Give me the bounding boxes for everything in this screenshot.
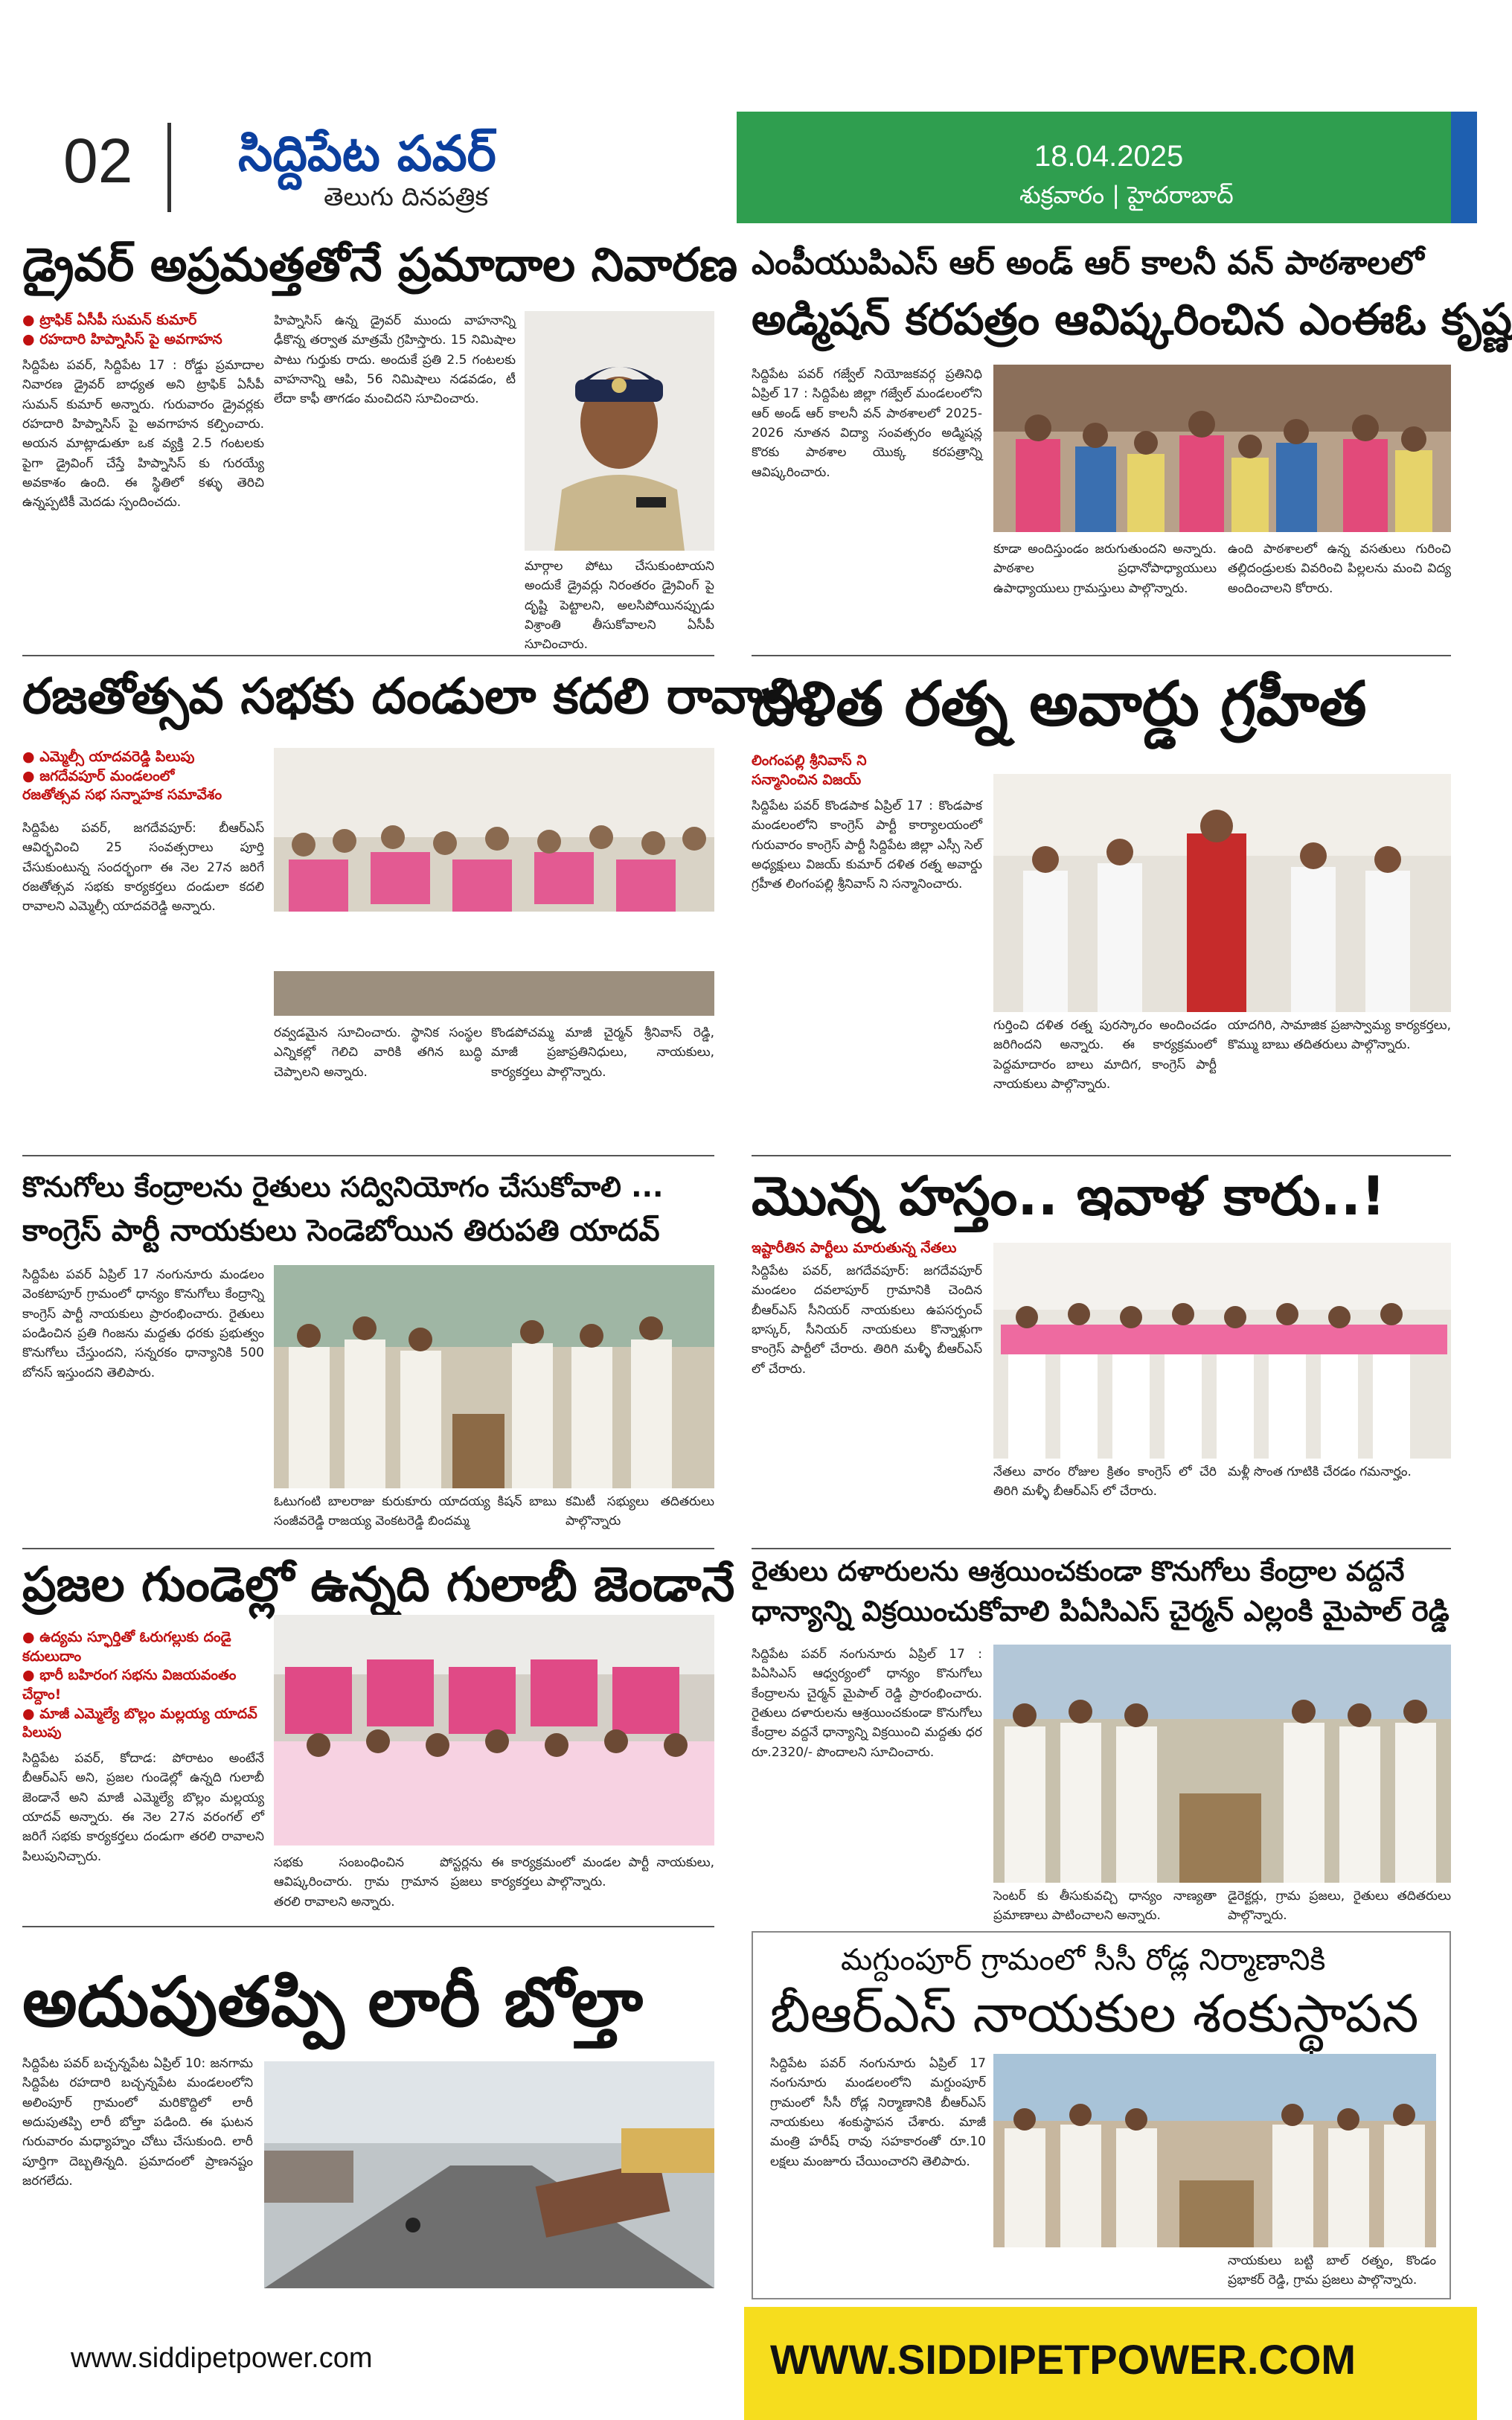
bullets-rajatotsava: ● ఎమ్మెల్సీ యాదవరెడ్డి పిలుపు ● జగదేవపూర్ మండలంలో రజతోత్సవ సభ సన్నాహక సమావేశం <box>22 749 222 804</box>
body-dalarulu-col2: సెంటర్ కు తీసుకువచ్చి ధాన్యం నాణ్యతా ప్రమాణాలు పాటించాలని అన్నారు. <box>993 1889 1217 1924</box>
body-driver-col1: సిద్దిపేట పవర్, సిద్దిపేట 17 : రోడ్డు ప్రమాదాల నివారణ డ్రైవర్ బాధ్యత అని ట్రాఫిక్ ఏసీపీ సుమన్ కుమార్ అన్నారు. గురువారం డ్రైవర్లకు రహదారి హిప్నాసిస్ పై అవగాహన కల్పించారు. అయన మాట్లాడుతూ ఒక వ్యక్తి 2.5 గంటలకు పైగా డ్రైవింగ్ చేస్తే హిప్నాసిస్ కు గురయ్యే అవకాశం ఉంది. ఈ స్థితిలో కళ్ళు తెరిచి ఉన్నప్పటికీ మెదడు స్పందించదు. <box>22 358 264 510</box>
bullets-gulabi: ● ఉద్యమ స్ఫూర్తితో ఓరుగల్లుకు దండై కదులుదాం ● భారీ బహిరంగ సభను విజయవంతం చేద్దాం! ● మాజీ ఎమ్మెల్యే బొల్లం మల్లయ్య యాదవ్ పిలుపు <box>22 1629 257 1741</box>
bullet-dalitha-2: సన్మానించిన విజయ్ <box>752 771 862 788</box>
mona-group-illustration <box>993 1243 1451 1459</box>
body-konugolu-col2: ఓటుగంటి బాలరాజు కురుకూరు యాదయ్య కిషన్ బాబు సంజీవరెడ్డి రాజయ్య వెంకటరెడ్డి బిందమ్మ <box>274 1494 557 1529</box>
divider <box>752 655 1451 656</box>
bullet-driver-1: ట్రాఫిక్ ఏసీపీ సుమన్ కుమార్ <box>39 312 197 328</box>
body-gulabi-col1: సిద్దిపేట పవర్, కోదాడ: పోరాటం అంటేనే బీఆర్ఎస్ అని, ప్రజల గుండెల్లో ఉన్నది గులాబీ జెండానే అని మాజీ ఎమ్మెల్యే బొల్లం మల్లయ్య యాదవ్ అన్నారు. ఈ నెల 27న వరంగల్ లో జరిగే సభకు కార్యకర్తలు దండుగా తరలి రావాలని పిలుపునిచ్చారు. <box>22 1751 264 1864</box>
headline-dalitha: దళిత రత్న అవార్డు గ్రహీత <box>752 669 1367 740</box>
masthead-divider <box>167 123 171 212</box>
divider <box>752 1548 1451 1549</box>
headline-mpps-2: అడ్మిషన్ కరపత్రం ఆవిష్కరించిన ఎంఈఓ కృష్ణ <box>752 294 1512 345</box>
photo-lorry-accident <box>264 2061 714 2288</box>
divider <box>752 1155 1451 1156</box>
body-rajatotsava-col3: కొండపోచమ్మ మాజీ చైర్మన్ శ్రీనివాస్ రెడ్డి, మాజీ ప్రజాప్రతినిధులు, నాయకులు, కార్యకర్తలు పాల్గొన్నారు. <box>491 1025 714 1080</box>
headline-mpps-1: ఎంపీయుపిఎస్ ఆర్ అండ్ ఆర్ కాలనీ వన్ పాఠశాలలో <box>752 244 1424 282</box>
gulabi-posters-illustration <box>274 1615 714 1846</box>
divider <box>22 655 714 656</box>
body-konugolu-col1: సిద్దిపేట పవర్ ఏప్రిల్ 17 నంగునూరు మండలం వెంకటాపూర్ గ్రామంలో ధాన్యం కొనుగోలు కేంద్రాన్ని కాంగ్రెస్ పార్టీ నాయకులు ప్రారంభించారు. రైతులు పండించిన ప్రతి గింజను మద్దతు ధరకు ప్రభుత్వం కొనుగోలు చేస్తుందని, సన్నరకం ధాన్యానికి 500 బోనస్ ఇస్తుందని తెలిపారు. <box>22 1267 264 1380</box>
headline-konugolu-2: కాంగ్రెస్ పార్టీ నాయకులు సెండెబోయిన తిరుపతి యాదవ్ <box>22 1214 660 1248</box>
body-mona-col2: నేతలు వారం రోజుల క్రితం కాంగ్రెస్ లో చేరి తిరిగి మళ్ళీ బీఆర్ఎస్ లో చేరారు. <box>993 1465 1217 1499</box>
body-mona-col1: సిద్దిపేట పవర్, జగదేవపూర్: జగదేవపూర్ మండలం దవలాపూర్ గ్రామానికి చెందిన బీఆర్ఎస్ సీనియర్ నాయకులు ఉపసర్పంచ్ భాస్కర్, సీనియర్ నాయకులు కొన్నాళ్లుగా కాంగ్రెస్ పార్టీలో చేరారు. తిరిగి మళ్ళీ బీఆర్ఎస్ లో చేరారు. <box>752 1264 982 1377</box>
page-number: 02 <box>63 126 133 196</box>
headline-rajatotsava: రజతోత్సవ సభకు దండులా కదలి రావాలి <box>22 668 799 725</box>
photo-acp-portrait <box>525 311 714 551</box>
body-ccroad-col1: సిద్దిపేట పవర్ నంగునూరు ఏప్రిల్ 17 నంగునూరు మండలంలోని మగ్దుంపూర్ గ్రామంలో సీసీ రోడ్ల నిర్మాణానికి బీఆర్ఎస్ నాయకులు శంకుస్థాపన చేశారు. మాజీ మంత్రి హరీష్ రావు సహకారంతో రూ.10 లక్షలు మంజూరు చేయించారని తెలిపారు. <box>770 2056 986 2169</box>
divider <box>22 1926 714 1927</box>
body-gulabi-col2: సభకు సంబంధించిన పోస్టర్లను ఆవిష్కరించారు. గ్రామ గ్రామాన ప్రజలు తరలి రావాలని అన్నారు. <box>274 1855 482 1910</box>
mpps-group-illustration <box>993 365 1451 532</box>
bullet-gulabi-2: భారీ బహిరంగ సభను విజయవంతం చేద్దాం! <box>22 1667 237 1703</box>
headline-ccroad-2: బీఆర్ఎస్ నాయకుల శంకుస్థాపన <box>770 1983 1419 2044</box>
photo-mona-joining <box>993 1243 1451 1459</box>
headline-dalarulu-1: రైతులు దళారులను ఆశ్రయించకుండా కొనుగోలు కేంద్రాల వద్దనే <box>752 1555 1405 1587</box>
body-dalarulu-col3: డైరెక్టర్లు, గ్రామ ప్రజలు, రైతులు తదితరులు పాల్గొన్నారు. <box>1228 1889 1451 1924</box>
bullets-dalitha <box>752 752 967 790</box>
paper-tagline: తెలుగు దినపత్రిక <box>324 182 489 212</box>
body-gulabi-col3: ఈ కార్యక్రమంలో మండల పార్టీ నాయకులు, కార్యకర్తలు పాల్గొన్నారు. <box>491 1855 714 1890</box>
photo-rajatotsava-meeting <box>274 748 714 1016</box>
lorry-accident-illustration <box>264 2061 714 2288</box>
paper-logo: సిద్దిపేట పవర్ <box>238 125 496 182</box>
body-mona-col3: మళ్లీ సొంత గూటికి చేరడం గమనార్హం. <box>1228 1465 1412 1479</box>
headline-mona: మొన్న హస్తం.. ఇవాళ కారు..! <box>752 1165 1386 1227</box>
body-mpps-col2: కూడా అందిస్తుండం జరుగుతుందని అన్నారు. పాఠశాల ప్రధానోపాధ్యాయులు ఉపాధ్యాయులు గ్రామస్తులు పాల్గొన్నారు. <box>993 542 1217 596</box>
bullets-mona <box>752 1239 990 1258</box>
body-dalitha-col1: సిద్దిపేట పవర్ కొండపాక ఏప్రిల్ 17 : కొండపాక మండలంలోని కాంగ్రెస్ పార్టీ కార్యాలయంలో గురువారం కాంగ్రెస్ పార్టీ సిద్దిపేట జిల్లా ఎస్సీ సెల్ అధ్యక్షులు విజయ్ కుమార్ దళిత రత్న అవార్డు గ్రహీత లింగంపల్లి శ్రీనివాస్ ని సన్మానించారు. <box>752 798 982 892</box>
headline-konugolu-1: కొనుగోలు కేంద్రాలను రైతులు సద్వినియోగం చేసుకోవాలి ... <box>22 1171 664 1203</box>
footer-url-small[interactable]: www.siddipetpower.com <box>71 2343 373 2374</box>
body-rajatotsava-col1: సిద్దిపేట పవర్, జగదేవపూర్: బీఆర్ఎస్ ఆవిర్భవించి 25 సంవత్సరాలు పూర్తి చేసుకుంటున్న సందర్భంగా ఈ నెల 27న జరిగే రజతోత్సవ సభకు కార్యకర్తలు దండులా కదలి రావాలని ఎమ్మెల్సీ యాదవరెడ్డి అన్నారు. <box>22 821 264 915</box>
photo-mpps-pamphlet <box>993 365 1451 532</box>
bullet-gulabi-1: ఉద్యమ స్ఫూర్తితో ఓరుగల్లుకు దండై కదులుదాం <box>22 1629 231 1665</box>
body-rajatotsava-col2: రవ్వడమైన సూచించారు. స్థానిక సంస్థల ఎన్నికల్లో గెలిచి వారికి తగిన బుద్ధి చెప్పాలని అన్నారు. <box>274 1025 482 1080</box>
photo-dalarulu-centre <box>993 1645 1451 1883</box>
headline-dalarulu-2: ధాన్యాన్ని విక్రయించుకోవాలి పిఏసిఎస్ చైర్మన్ ఎల్లంకి మైపాల్ రెడ్డి <box>752 1595 1449 1627</box>
body-driver-col2: హిప్నాసిస్ ఉన్న డ్రైవర్ ముందు వాహనాన్ని ఢీకొన్న తర్వాత మాత్రమే గ్రహిస్తారు. 15 నిమిషాల పాటు గుర్తుకు రాదు. అందుకే ప్రతి 2.5 గంటలకు వాహనాన్ని ఆపి, 56 నిమిషాలు నడవడం, టీ లేదా కాఫీ తాగడం మంచిదని సూచించారు. <box>274 313 516 407</box>
bullet-rajatotsava-1: ఎమ్మెల్సీ యాదవరెడ్డి పిలుపు <box>39 749 195 765</box>
bullet-mona-1: ఇష్టారీతిన పార్టీలు మారుతున్న నేతలు <box>752 1240 957 1256</box>
konugolu-group-illustration <box>274 1265 714 1488</box>
divider <box>22 1548 714 1549</box>
bullet-rajatotsava-2: జగదేవపూర్ మండలంలో <box>39 767 175 784</box>
body-lorry: సిద్దిపేట పవర్ బచ్చన్నపేట ఏప్రిల్ 10: జనగామ సిద్దిపేట రహదారి బచ్చన్నపేట మండలంలోని అలింపూర్ గ్రామంలో మరికొద్దిలో లారీ అదుపుతప్పి లారీ బోల్తా పడింది. ఈ ఘటన గురువారం మధ్యాహ్నం చోటు చేసుకుంది. లారీ పూర్తిగా దెబ్బతిన్నది. ప్రమాదంలో ప్రాణనష్టం జరగలేదు. <box>22 2056 253 2189</box>
issue-date: 18.04.2025 <box>1034 140 1184 173</box>
bullet-driver-2: రహదారి హిప్నాసిస్ పై అవగాహన <box>39 330 222 348</box>
masthead-blue-corner <box>1451 112 1477 223</box>
rajatotsava-crowd-illustration <box>274 748 714 1016</box>
acp-portrait-illustration <box>525 311 714 551</box>
body-konugolu-col3: కమిటీ సభ్యులు తదితరులు పాల్గొన్నారు <box>566 1494 714 1529</box>
headline-lorry: అదుపుతప్పి లారీ బోల్తా <box>22 1962 644 2042</box>
divider <box>22 1155 714 1156</box>
headline-ccroad-1: మగ్దుంపూర్ గ్రామంలో సీసీ రోడ్ల నిర్మాణానికి <box>841 1943 1326 1977</box>
ccroad-box <box>752 1931 1451 2299</box>
photo-gulabi-posters <box>274 1615 714 1846</box>
body-dalitha-col2: గుర్తించి దళిత రత్న పురస్కారం అందించడం జరిగిందని అన్నారు. ఈ కార్యక్రమంలో పెద్దమాదారం బాలు మాదిగ, కాంగ్రెస్ పార్టీ నాయకులు పాల్గొన్నారు. <box>993 1018 1217 1092</box>
photo-konugolu-centre <box>274 1265 714 1488</box>
dalitha-felicitation-illustration <box>993 774 1451 1012</box>
dalarulu-group-illustration <box>993 1645 1451 1883</box>
bullet-rajatotsava-3: రజతోత్సవ సభ సన్నాహక సమావేశం <box>22 787 222 804</box>
body-mpps-col1: సిద్దిపేట పవర్ గజ్వేల్ నియోజకవర్గ ప్రతినిధి ఏప్రిల్ 17 : సిద్దిపేట జిల్లా గజ్వేల్ మండలంలోని ఆర్ అండ్ ఆర్ కాలనీ వన్ పాఠశాలలో 2025-2026 నూతన విద్యా సంవత్సరం అడ్మిషన్ల కొరకు పాఠశాల యొక్క కరపత్రాన్ని ఆవిష్కరించారు. <box>752 367 982 480</box>
headline-gulabi: ప్రజల గుండెల్లో ఉన్నది గులాబీ జెండానే <box>22 1558 735 1613</box>
body-dalarulu-col1: సిద్దిపేట పవర్ నంగునూరు ఏప్రిల్ 17 : పిఏసిఎస్ ఆధ్వర్యంలో ధాన్యం కొనుగోలు కేంద్రాలను చైర్మన్ మైపాల్ రెడ్డి ప్రారంభించారు. రైతులు దళారులను ఆశ్రయించకుండా కొనుగోలు కేంద్రాల వద్దనే ధాన్యాన్ని విక్రయించి మద్దతు ధర రూ.2320/- పొందాలని సూచించారు. <box>752 1647 982 1760</box>
byline-driver: ● ట్రాఫిక్ ఏసీపీ సుమన్ కుమార్ ● రహదారి హిప్నాసిస్ పై అవగాహన <box>22 312 222 348</box>
issue-day-city: శుక్రవారం | హైదరాబాద్ <box>1019 181 1234 209</box>
body-ccroad-col2: నాయకులు బట్టి బాల్ రత్నం, కొండం ప్రభాకర్ రెడ్డి, గ్రామ ప్రజలు పాల్గొన్నారు. <box>1228 2253 1436 2288</box>
headline-driver: డ్రైవర్ అప్రమత్తతోనే ప్రమాదాల నివారణ <box>22 237 738 292</box>
photo-dalitha-felicitation <box>993 774 1451 1012</box>
body-mpps-col3: ఉంది పాఠశాలలో ఉన్న వసతులు గురించి తల్లిదండ్రులకు వివరించి పిల్లలను మంచి విద్య అందించాలని కోరారు. <box>1228 542 1451 596</box>
body-driver-col3: మార్గాల పోటు చేసుకుంటాయని అందుకే డ్రైవర్లు నిరంతరం డ్రైవింగ్ పై దృష్టి పెట్టాలని, అలసిపోయినప్పుడు విశ్రాంతి తీసుకోవాలని ఏసీపీ సూచించారు. <box>525 559 714 653</box>
bullet-gulabi-3: మాజీ ఎమ్మెల్యే బొల్లం మల్లయ్య యాదవ్ పిలుపు <box>22 1705 257 1741</box>
body-dalitha-col3: యాదగిరి, సామాజిక ప్రజాస్వామ్య కార్యకర్తలు, కొమ్ము బాబు తదితరులు పాల్గొన్నారు. <box>1228 1018 1451 1053</box>
bullet-dalitha-1: లింగంపల్లి శ్రీనివాస్ ని <box>752 752 867 769</box>
footer-url-large[interactable]: WWW.SIDDIPETPOWER.COM <box>770 2336 1356 2383</box>
